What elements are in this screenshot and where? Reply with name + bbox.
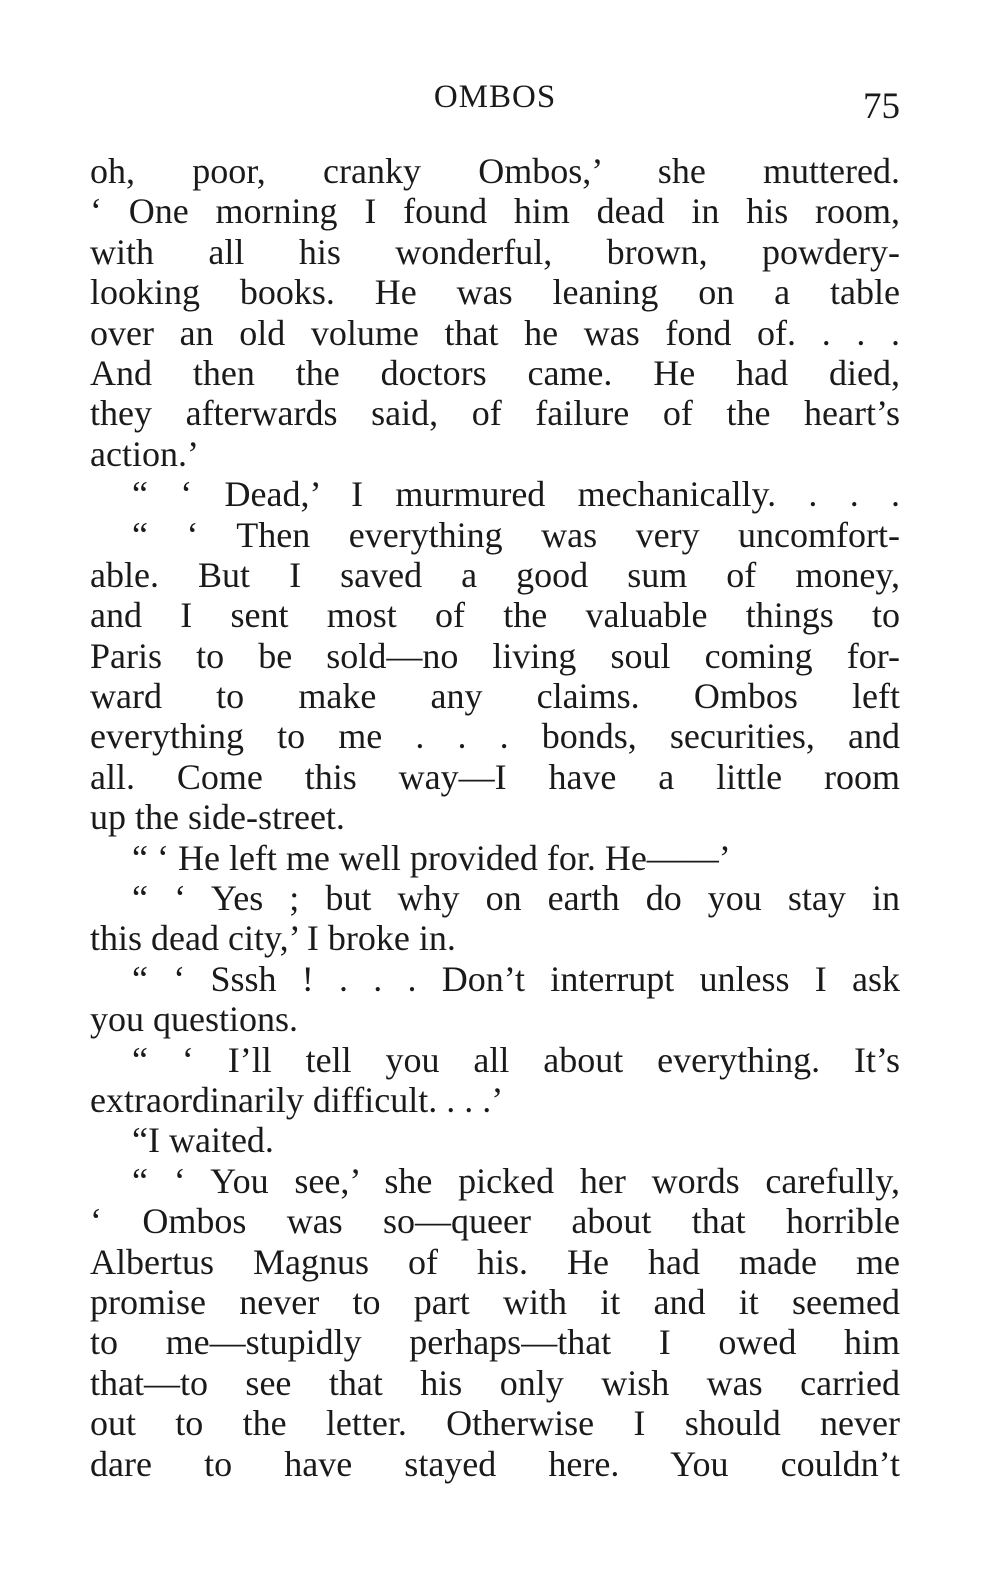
text-line: with all his wonderful, brown, powdery- (90, 231, 900, 272)
text-line: “ ‘ You see,’ she picked her words carefully, (132, 1160, 900, 1201)
text-line: ‘ Ombos was so—queer about that horrible (90, 1201, 900, 1242)
text-line: “ ‘ Yes ; but why on earth do you stay in (132, 878, 900, 919)
text-line: out to the letter. Otherwise I should never (90, 1403, 900, 1444)
text-line: “I waited. (132, 1120, 274, 1161)
text-line: that—to see that his only wish was carried (90, 1362, 900, 1403)
text-line: ward to make any claims. Ombos left (90, 676, 900, 717)
text-line: ‘ One morning I found him dead in his room, (90, 191, 900, 232)
text-line: you questions. (90, 999, 299, 1040)
text-line: this dead city,’ I broke in. (90, 918, 456, 959)
text-line: “ ‘ Sssh ! . . . Don’t interrupt unless I ask (132, 958, 900, 999)
text-line: “ ‘ He left me well provided for. He——’ (132, 837, 731, 878)
text-line: everything to me . . . bonds, securities, and (90, 716, 900, 757)
text-line: “ ‘ Dead,’ I murmured mechanically. . . . (132, 474, 900, 515)
text-line: able. But I saved a good sum of money, (90, 554, 900, 595)
text-line: and I sent most of the valuable things to (90, 595, 900, 636)
running-title: OMBOS (433, 79, 557, 115)
body-text (90, 151, 900, 1484)
text-line: extraordinarily difficult. . . .’ (90, 1079, 504, 1120)
text-line: “ ‘ I’ll tell you all about everything. It’s (132, 1039, 900, 1080)
text-line: Albertus Magnus of his. He had made me (90, 1241, 900, 1282)
text-line: looking books. He was leaning on a table (90, 272, 900, 313)
text-line: they afterwards said, of failure of the heart’s (90, 393, 900, 434)
running-head (90, 74, 900, 127)
text-line: up the side-street. (90, 797, 345, 838)
text-line: to me—stupidly perhaps—that I owed him (90, 1322, 900, 1363)
text-line: promise never to part with it and it seemed (90, 1281, 900, 1322)
text-line: Paris to be sold—no living soul coming for- (90, 635, 900, 676)
text-line: And then the doctors came. He had died, (90, 352, 900, 393)
text-line: over an old volume that he was fond of. . . . (90, 312, 900, 353)
text-line: action.’ (90, 433, 199, 474)
text-line: dare to have stayed here. You couldn’t (90, 1443, 900, 1484)
text-line: “ ‘ Then everything was very uncomfort- (132, 514, 900, 555)
page-number: 75 (863, 86, 900, 127)
text-line: oh, poor, cranky Ombos,’ she muttered. (90, 151, 900, 191)
text-line: all. Come this way—I have a little room (90, 756, 900, 797)
